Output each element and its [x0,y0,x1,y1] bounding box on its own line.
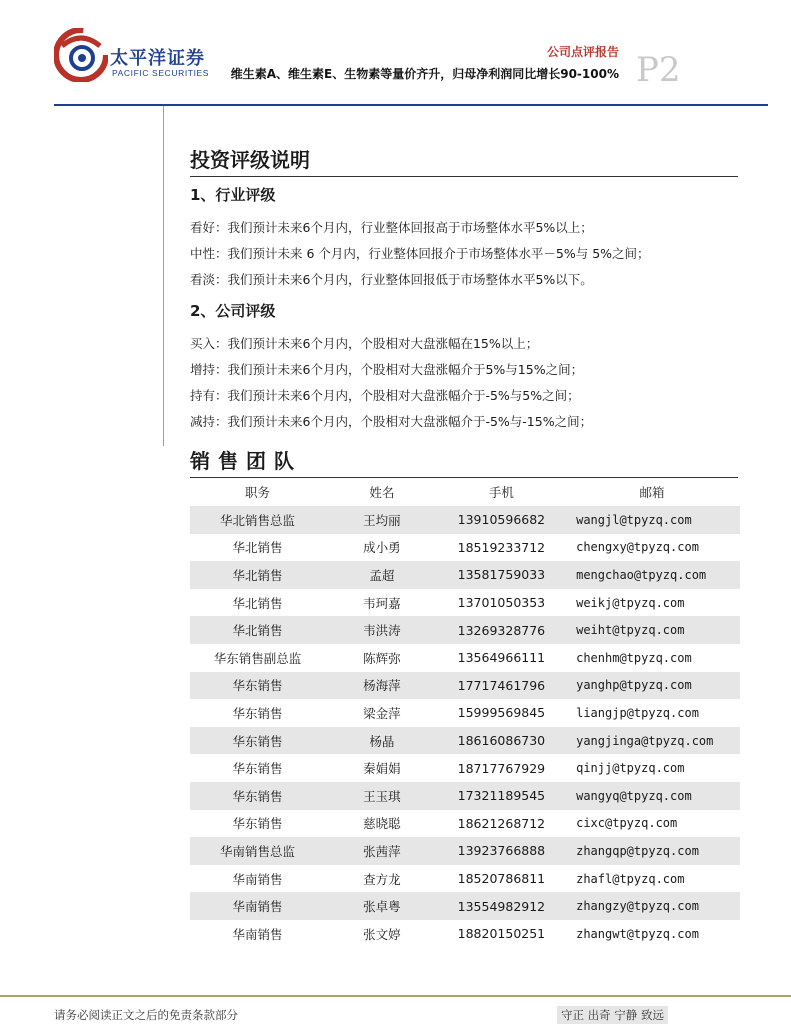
cell-name: 王玉琪 [325,782,439,810]
rating-section-title: 投资评级说明 [190,148,310,172]
footer-rule [0,995,791,997]
cell-name: 张文婷 [363,926,401,942]
cell-email: yangjinga@tpyzq.com [564,727,740,755]
cell-position: 华北销售 [232,595,283,611]
table-row [190,727,740,755]
cell-mobile: 13564966111 [457,650,546,666]
cell-email: yanghp@tpyzq.com [564,672,740,700]
cell-name: 杨海萍 [325,672,439,700]
cell-name: 查方龙 [363,871,401,887]
cell-email: zhafl@tpyzq.com [576,871,685,886]
cell-position: 华东销售 [232,705,283,721]
company-rating-item: 买入：我们预计未来6个月内，个股相对大盘涨幅在15%以上； [190,336,539,351]
cell-position: 华南销售 [232,871,283,887]
table-row [190,589,740,617]
cell-email: chengxy@tpyzq.com [576,540,699,555]
main-content [190,140,740,948]
cell-email: mengchao@tpyzq.com [564,561,740,589]
table-header-row [190,478,740,506]
cell-mobile: 17717461796 [439,672,564,700]
cell-mobile: 13269328776 [439,616,564,644]
industry-rating-item: 看好：我们预计未来6个月内，行业整体回报高于市场整体水平5%以上； [190,220,593,235]
cell-position: 华北销售 [190,561,325,589]
header-divider [54,104,768,106]
table-row [190,672,740,700]
table-row [190,810,740,838]
cell-email: chenhm@tpyzq.com [576,650,692,665]
sales-team-title: 销售团队 [190,449,302,473]
cell-name: 王均丽 [325,506,439,534]
cell-position: 华南销售 [190,892,325,920]
company-rating-item: 减持：我们预计未来6个月内，个股相对大盘涨幅介于-5%与-15%之间； [190,414,593,429]
cell-mobile: 15999569845 [457,705,546,721]
cell-email: cixc@tpyzq.com [576,816,678,831]
cell-mobile: 18616086730 [439,727,564,755]
cell-email: zhangqp@tpyzq.com [564,837,740,865]
industry-rating-heading: 1、行业评级 [190,186,276,204]
table-row [190,754,740,782]
table-row [190,920,740,948]
left-margin-rule [163,106,164,446]
cell-name: 张茜萍 [325,837,439,865]
cell-mobile: 18621268712 [457,815,546,831]
footer-disclaimer: 请务必阅读正文之后的免责条款部分 [54,1008,238,1022]
cell-email: weiht@tpyzq.com [564,616,740,644]
page-number: P2 [636,50,681,90]
cell-position: 华南销售 [232,926,283,942]
cell-mobile: 13910596682 [439,506,564,534]
cell-name: 梁金萍 [363,705,401,721]
cell-name: 杨晶 [325,727,439,755]
report-header [0,0,791,110]
cell-position: 华东销售 [190,672,325,700]
table-row [190,699,740,727]
cell-name: 陈辉弥 [363,650,401,666]
brand-name-en: PACIFIC SECURITIES [112,68,210,78]
cell-mobile: 18820150251 [457,926,546,942]
cell-position: 华北销售 [232,540,283,556]
table-row [190,892,740,920]
cell-position: 华东销售 [232,816,283,832]
pacific-securities-logo-icon [54,28,108,82]
cell-email: zhangwt@tpyzq.com [576,926,699,941]
cell-mobile: 13701050353 [457,595,546,611]
cell-name: 成小勇 [363,540,401,556]
cell-position: 华北销售总监 [190,506,325,534]
cell-name: 韦珂嘉 [363,595,401,611]
cell-name: 孟超 [325,561,439,589]
column-header-name: 姓名 [369,485,395,500]
report-type: 公司点评报告 [546,45,619,59]
cell-mobile: 18519233712 [457,539,546,555]
industry-rating-item: 中性：我们预计未来 6 个月内，行业整体回报介于市场整体水平－5%与 5%之间； [190,246,650,261]
report-title: 维生素A、维生素E、生物素等量价齐升，归母净利润同比增长90-100% [230,67,619,81]
company-rating-heading: 2、公司评级 [190,302,276,320]
table-row [190,837,740,865]
column-header-mobile: 手机 [488,485,514,500]
cell-email: weikj@tpyzq.com [576,595,685,610]
cell-name: 慈晓聪 [363,816,401,832]
table-row [190,561,740,589]
cell-position: 华东销售 [190,782,325,810]
cell-email: zhangzy@tpyzq.com [564,892,740,920]
cell-mobile: 13554982912 [439,892,564,920]
column-header-position: 职务 [244,485,270,500]
company-rating-item: 持有：我们预计未来6个月内，个股相对大盘涨幅介于-5%与5%之间； [190,388,580,403]
cell-position: 华东销售 [232,761,283,777]
cell-mobile: 17321189545 [439,782,564,810]
cell-email: wangjl@tpyzq.com [564,506,740,534]
cell-mobile: 13923766888 [439,837,564,865]
footer-motto: 守正 出奇 宁静 致远 [557,1006,668,1024]
cell-position: 华北销售 [190,616,325,644]
cell-email: liangjp@tpyzq.com [576,705,699,720]
cell-mobile: 18520786811 [457,871,546,887]
table-row [190,534,740,562]
table-row [190,644,740,672]
cell-email: wangyq@tpyzq.com [564,782,740,810]
table-row [190,616,740,644]
table-row [190,506,740,534]
cell-name: 韦洪涛 [325,616,439,644]
column-header-email: 邮箱 [639,485,665,500]
cell-name: 张卓粤 [325,892,439,920]
cell-position: 华东销售副总监 [213,650,302,666]
cell-mobile: 13581759033 [439,561,564,589]
cell-position: 华东销售 [190,727,325,755]
cell-mobile: 18717767929 [457,760,546,776]
title-underline [190,176,738,177]
table-row [190,865,740,893]
cell-name: 秦娟娟 [363,761,401,777]
cell-position: 华南销售总监 [190,837,325,865]
table-row [190,782,740,810]
cell-email: qinjj@tpyzq.com [576,761,685,776]
brand-name-cn: 太平洋证券 [110,48,205,69]
company-rating-item: 增持：我们预计未来6个月内，个股相对大盘涨幅介于5%与15%之间； [190,362,584,377]
industry-rating-item: 看淡：我们预计未来6个月内，行业整体回报低于市场整体水平5%以下。 [190,272,593,287]
sales-team-table [190,478,740,948]
